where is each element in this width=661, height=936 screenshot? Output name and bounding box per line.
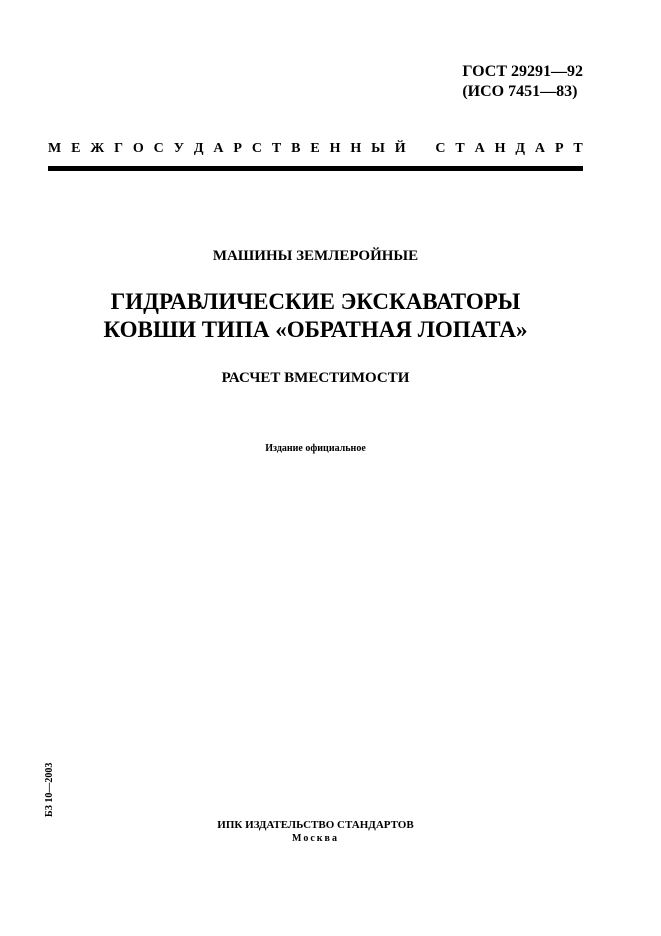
banner-letter: Н (350, 141, 362, 156)
main-title-line: ГИДРАВЛИЧЕСКИЕ ЭКСКАВАТОРЫ (110, 289, 521, 314)
standard-designation (462, 62, 583, 102)
standard-number: ГОСТ 29291—92 (462, 63, 583, 80)
main-title-line: КОВШИ ТИПА «ОБРАТНАЯ ЛОПАТА» (103, 317, 528, 342)
banner-letter: Д (515, 141, 526, 156)
banner-letter: Т (455, 141, 465, 156)
banner-letter: Й (394, 141, 406, 156)
group-title: МАШИНЫ ЗЕМЛЕРОЙНЫЕ (212, 248, 419, 264)
publisher: ИПК ИЗДАТЕЛЬСТВО СТАНДАРТОВ (217, 819, 414, 831)
banner-letter: А (474, 141, 485, 156)
banner-letter: Т (271, 141, 282, 156)
banner-letter: У (173, 141, 184, 156)
banner-letter: С (153, 141, 164, 156)
banner-letter: Е (310, 141, 320, 156)
iso-number: (ИСО 7451—83) (462, 83, 578, 100)
banner-letter: Н (329, 141, 341, 156)
edition-note: Издание официальное (265, 443, 366, 454)
banner-letter: Ы (371, 141, 385, 156)
side-code: БЗ 10—2003 (44, 762, 55, 817)
banner-letter: Ж (90, 141, 105, 156)
banner-letter: А (534, 141, 546, 156)
banner-letter: Р (233, 141, 242, 156)
banner-letter: Т (573, 141, 583, 156)
subtitle: РАСЧЕТ ВМЕСТИМОСТИ (221, 370, 410, 386)
banner-letter: О (132, 141, 144, 156)
interstate-standard-banner (48, 141, 583, 157)
publisher-city: Москва (292, 833, 339, 844)
banner-letter: Р (554, 141, 564, 156)
banner-letter: В (291, 141, 301, 156)
banner-letter: Е (71, 141, 81, 156)
banner-letter: М (48, 141, 62, 156)
banner-letter: Д (193, 141, 204, 156)
banner-letter: Г (114, 141, 123, 156)
header-rule (48, 166, 583, 171)
banner-letter: А (213, 141, 224, 156)
banner-letter: Н (494, 141, 506, 156)
banner-letter: С (251, 141, 262, 156)
banner-letter: С (435, 141, 446, 156)
main-title (48, 288, 583, 344)
